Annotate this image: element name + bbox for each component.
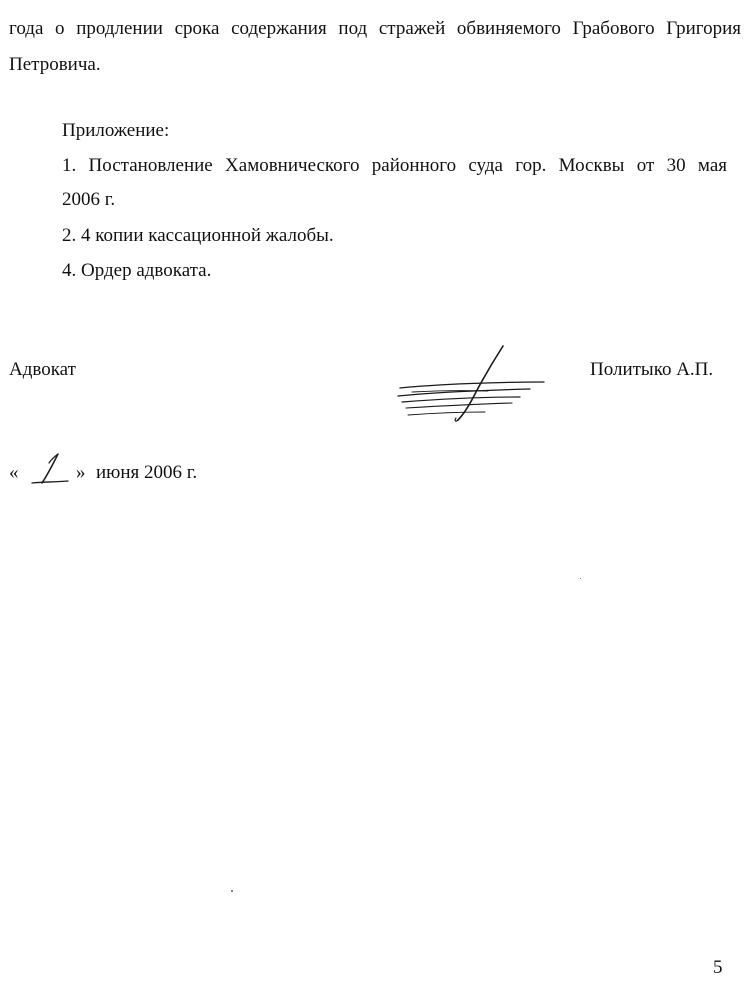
attachments-heading: Приложение: [62,120,170,141]
attachment-item-1-line-1: 1. Постановление Хамовнического районного суда гор. Москвы от 30 мая [62,155,727,176]
date-month-year: июня 2006 г. [96,462,198,483]
attachment-item-3: 4. Ордер адвоката. [62,260,212,281]
handwritten-signature [390,342,550,427]
paragraph-line-1: года о продлении срока содержания под стражей обвиняемого Грабового Григория [9,18,741,39]
date-close-quote: » [76,462,86,483]
paragraph-line-2: Петровича. [9,54,101,75]
attachment-item-2: 2. 4 копии кассационной жалобы. [62,225,334,246]
scan-speck [231,890,233,892]
signature-role: Адвокат [9,359,76,380]
page-number: 5 [713,957,723,978]
scan-speck [580,578,581,579]
handwritten-day-numeral [28,450,70,488]
attachment-item-1-line-2: 2006 г. [62,189,116,210]
signature-name: Политыко А.П. [590,359,714,380]
date-open-quote: « [9,462,19,483]
